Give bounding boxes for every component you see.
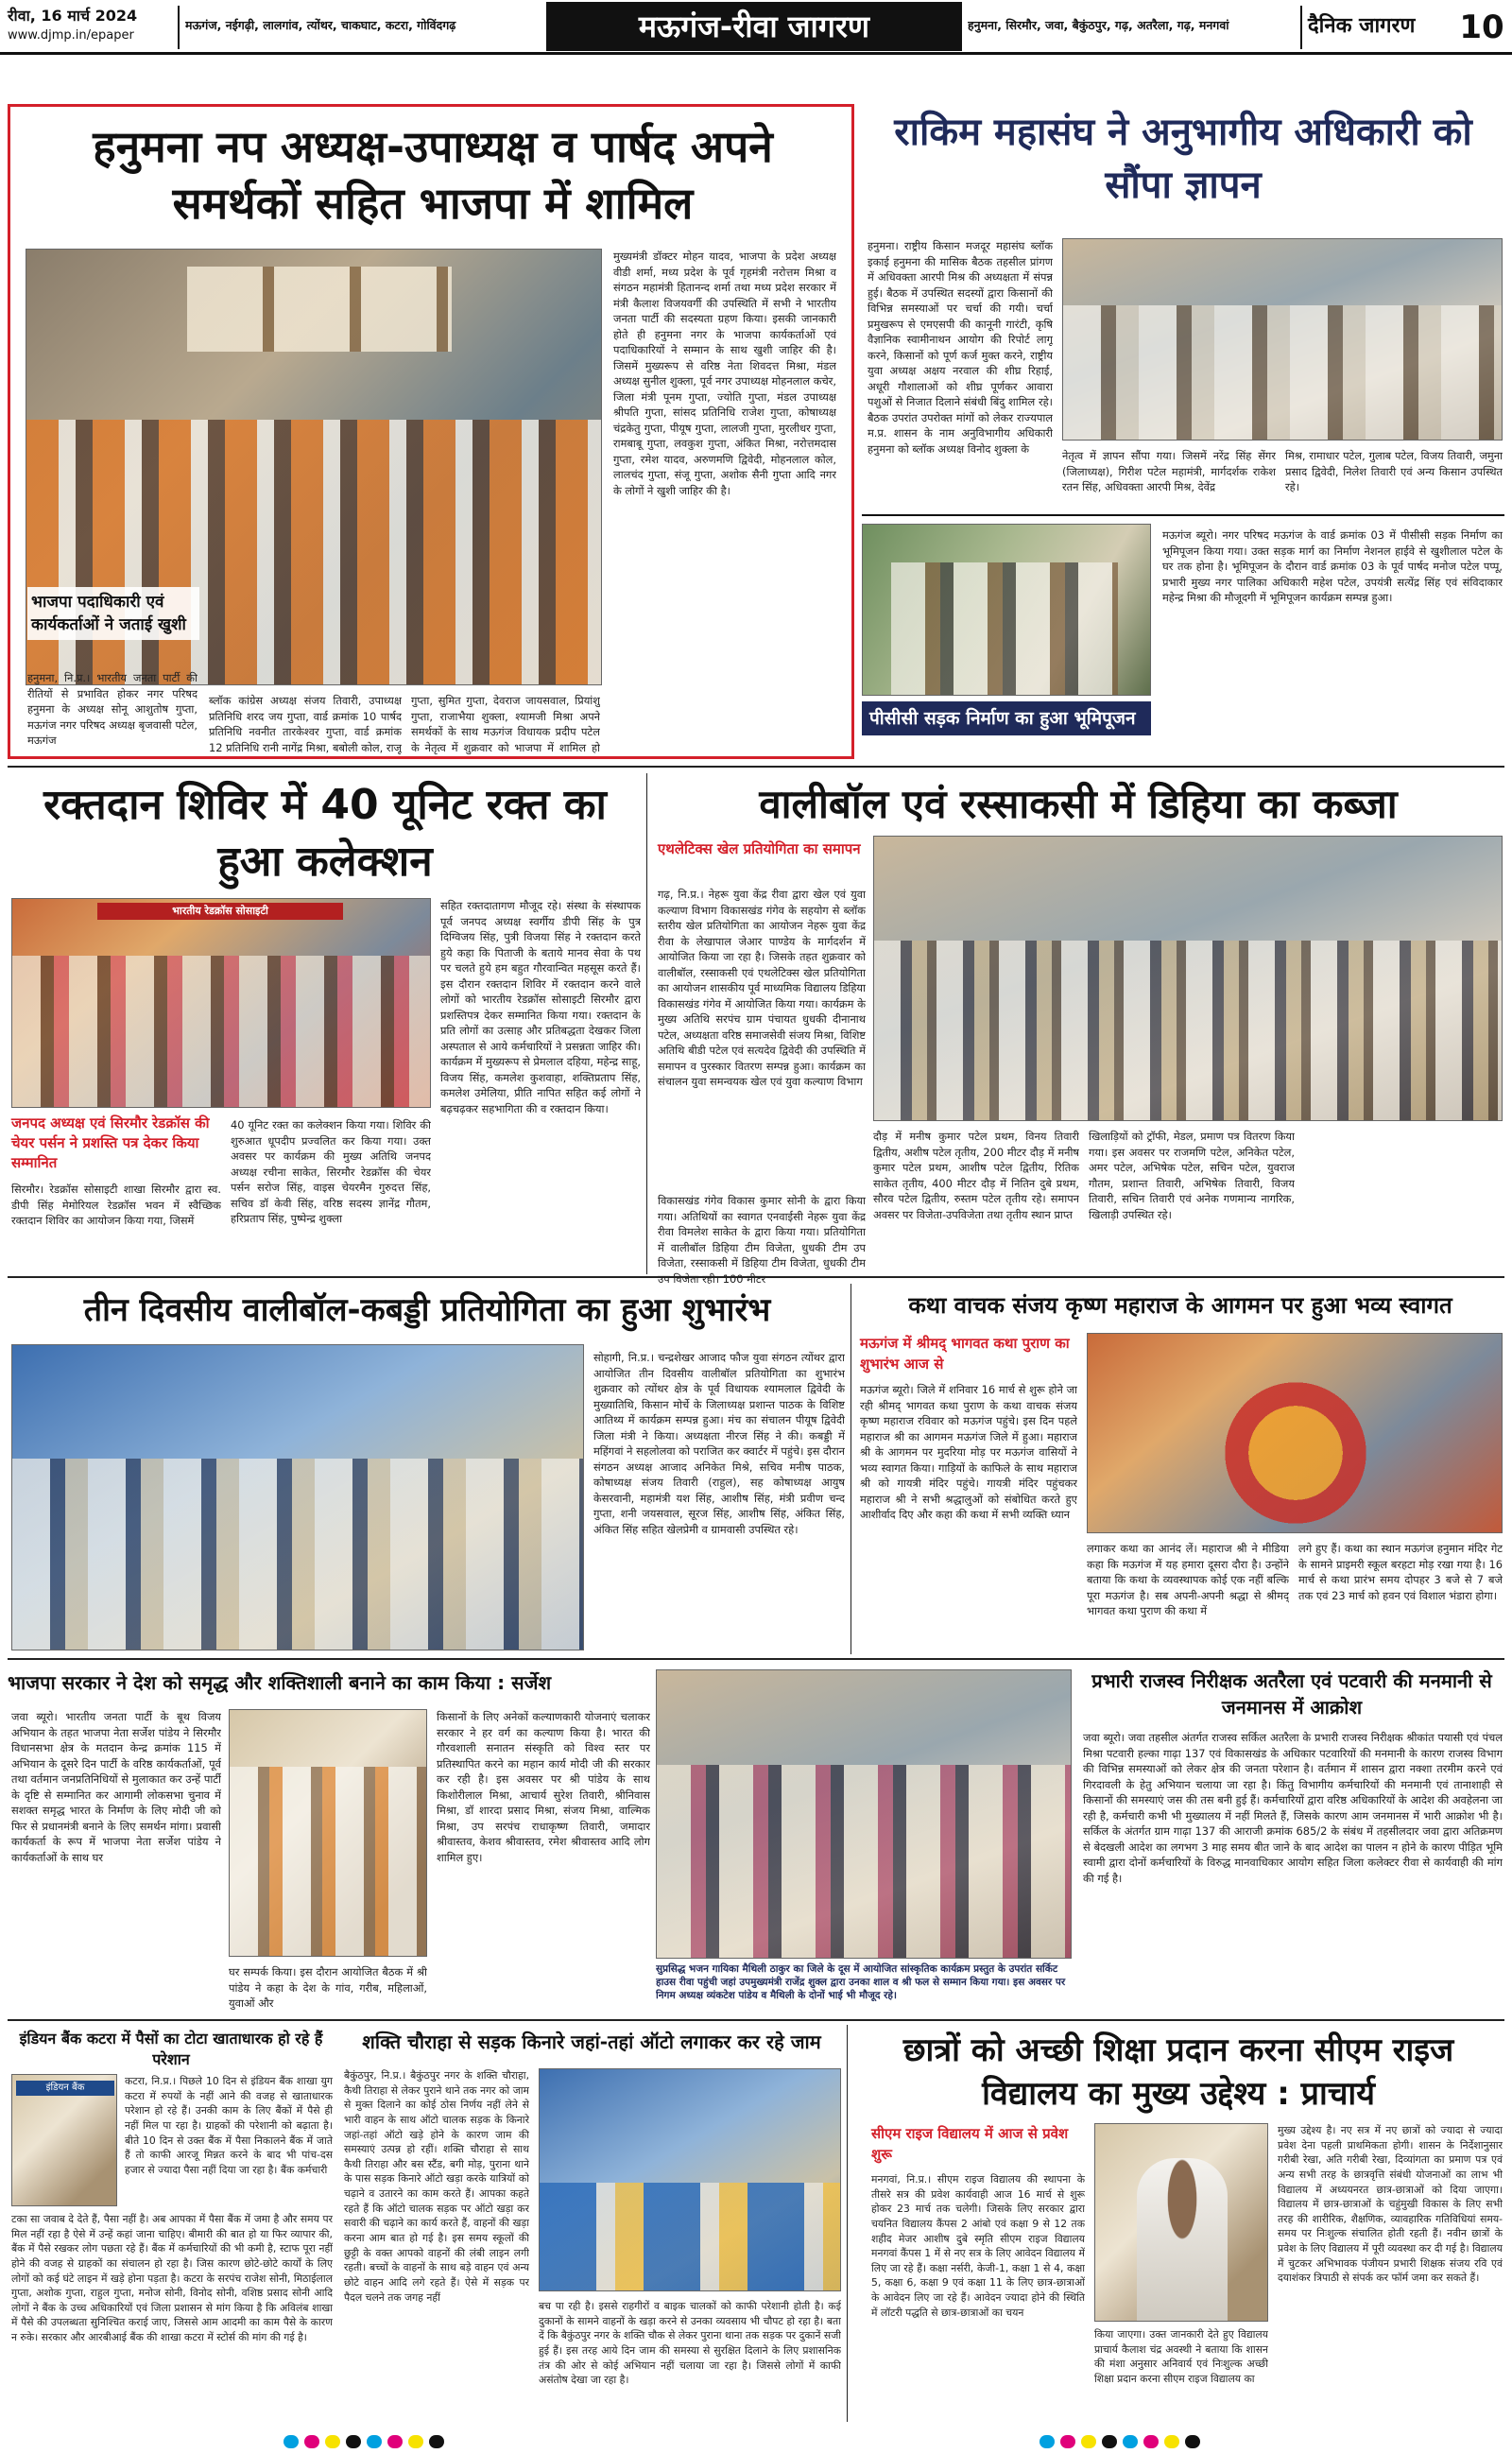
article-pcc-road [862, 514, 1504, 760]
body-col-2: टका सा जवाब दे देते हैं, पैसा नहीं है। अब आपका में पैसा बैंक में जमा है और समय पर मिल नहीं रहा है ऐसे में उन्हें कहां जाना चाहिए। बीमारी की बात हो या फिर व्यापार की, बैंक में पैसे रखकर लोग पछता रहे हैं। बैंक में कर्मचारियों की भी कमी है, स्टाफ पूरा नहीं होने की वजह से ग्राहकों का संचालन हो रहा है। जिस कारण छोटे-छोटे कार्यों के लिए लोगों को कई घंटे लाइन में खड़े होना पड़ता है। कटरा के सरपंच राजेश सोनी, मिठाईलाल गुप्ता, अशोक गुप्ता, राहुल गुप्ता, मनोज सोनी, विनोद सोनी, वशिष्ठ प्रसाद सोनी आदि लोगों ने बैंक के उच्च अधिकारियों एवं जिला प्रशासन से मांग किया है कि अविलंब शाखा में पैसे की उपलब्धता सुनिश्चित कराई जाए, जिससे आम आदमी का काम पैसे के कारण न रुके। सरकार और आरबीआई बैंक की शाखा कटरा में स्टोर्स की मांग की गई है। [11, 2213, 333, 2344]
photo-maithili-felicitation [656, 1669, 1072, 1959]
redcross-banner: भारतीय रेडक्रॉस सोसाइटी [97, 903, 343, 920]
body-col-1: जवा ब्यूरो। भारतीय जनता पार्टी के बूथ विजय अभियान के तहत भाजपा नेता सर्जेश पांडेय ने सिरमौर विधानसभा क्षेत्र के मतदान केन्द्र क्रमांक 115 में अभियान के दूसरे दिन पार्टी के वरिष्ठ कार्यकर्ताओं, पूर्व तथा वर्तमान जनप्रतिनिधियों से मुलाकात कर उन्हें पार्टी के दृष्टि से सम्मानित कर आगामी लोकसभा चुनाव में सशक्त समृद्ध भारत के निर्माण के लिए मोदी जी को फिर से प्रधानमंत्री बनाने के लिए समर्थन मांगा। प्रवासी कार्यकर्ता के रूप में भाजपा नेता सर्जेश पांडेय ने कार्यकर्ताओं के साथ घर [11, 1710, 221, 1864]
photo-maharaj-welcome [1087, 1333, 1503, 1533]
magenta-mark [304, 2435, 319, 2448]
article-auto-jam [340, 2025, 843, 2422]
article-cm-rise-school [852, 2025, 1504, 2422]
body-col-2: किया जाएगा। उक्त जानकारी देते हुए विद्यालय प्राचार्य कैलाश चंद्र अवस्थी ने बताया कि शासन की मंशा अनुसार अनिवार्य एवं निःशुल्क अच्छी शिक्षा प्रदान करना सीएम राइज विद्यालय का [1094, 2328, 1268, 2385]
body-col-2: विकासखंड गंगेव विकास कुमार सोनी के द्वारा किया गया। अतिथियों का स्वागत एनवाईसी नेहरू युवा केंद्र रीवा विमलेश साकेत के द्वारा किया गया। प्रतियोगिता में वालीबॉल डिहिया टीम विजेता, धुधकी टीम उप विजेता, रस्साकसी में डिहिया टीम विजेता, धुधकी टीम [658, 1194, 866, 1270]
photo-sarjesh-meeting [229, 1709, 427, 1957]
yellow-mark [408, 2435, 423, 2448]
photo-blood-camp [11, 898, 431, 1108]
body-col-1: मऊगंज ब्यूरो। जिले में शनिवार 16 मार्च से शुरू होने जा रही श्रीमद् भागवत कथा पुराण के कथा वाचक संजय कृष्ण महाराज रविवार को मऊगंज पहुंचे। इस दिन पहले महाराज श्री का आगमन मऊगंज जिले में हुआ। महाराज श्री के आगमन पर मुदरिया मोड़ पर मऊगंज वासियों ने भव्य स्वागत किया। गाड़ियों के काफिले के साथ महाराज श्री को गायत्री मंदिर पहुंचे। गायत्री मंदिर पहुंचकर महाराज श्री ने सभी श्रद्धालुओं को संबोधित करते हुए आशीर्वाद दिए और कहा की कथा में सभी व्यक्ति ध्यान [860, 1383, 1077, 1522]
photo-bhoomipujan [862, 524, 1151, 696]
cyan-mark [284, 2435, 299, 2448]
photo-caption: जनपद अध्यक्ष एवं सिरमौर रेडक्रॉस की चेयर पर्सन ने प्रशस्ति पत्र देकर किया सम्मानित [11, 1115, 210, 1171]
date-block [8, 6, 176, 49]
body: मऊगंज ब्यूरो। नगर परिषद मऊगंज के वार्ड क्रमांक 03 में पीसीसी सड़क निर्माण का भूमिपूजन किया गया। उक्त सड़क मार्ग का निर्माण नेशनल हाईवे से खुशीलाल पटेल के घर तक होना है। भूमिपूजन के दौरान वार्ड क्रमांक 03 के पूर्व पार्षद मनोज पटेल पप्पू, प्रभारी मुख्य नगर पालिका अधिकारी महेश पटेल, उपयंत्री सत्येंद्र सिंह एवं संविदाकार महेन्द्र मिश्रा की मौजूदगी में भूमिपूजन कार्यक्रम सम्पन्न हुआ। [1162, 528, 1503, 605]
headline: राकिम महासंघ ने अनुभागीय अधिकारी को सौंपा ज्ञापन [894, 111, 1472, 207]
people-shape [657, 1765, 1072, 1959]
headline: इंडियन बैंक कटरा में पैसों का टोटा खाताधारक हो रहे हैं परेशान [19, 2030, 323, 2068]
body-col-2: ब्लॉक कांग्रेस अध्यक्ष संजय तिवारी, उपाध्यक्ष प्रतिनिधि शरद जय गुप्ता, वार्ड क्रमांक 10 पार्षद प्रतिनिधि नवनीत तारकेश्वर गुप्ता, वार्ड क्रमांक 12 प्रतिनिधि रानी नागेंद्र मिश्रा, बबोली कोल, राजू [209, 694, 402, 754]
black-mark [346, 2435, 361, 2448]
cyan-mark [1123, 2435, 1138, 2448]
bank-signboard: इंडियन बैंक [16, 2081, 114, 2096]
photo-traffic-jam [539, 2068, 841, 2291]
body-col-1: हनुमना, नि.प्र.। भारतीय जनता पार्टी की रीतियों से प्रभावित होकर नगर परिषद हनुमना के अध्यक्ष सोनू आशुतोष गुप्ता, मऊगंज नगर परिषद अध्यक्ष बृजवासी पटेल, मऊगंज [27, 671, 198, 748]
body-col-1: बैकुंठपुर, नि.प्र.। बैकुंठपुर नगर के शक्ति चौराहा, कैथी तिराहा से लेकर पुराने थाने तक नगर को जाम से मुक्त दिलाने का कोई ठोस निर्णय नहीं लेने से भारी वाहन के साथ ऑटो चालक सड़क के किनारे जहां-तहां ऑटो खड़े होने के कारण जाम की समस्याएं उत्पन्न हो रहीं। शक्ति चौराहा से साथ कैथी तिराहा और बस स्टैंड, बगी मोड़, पुराना थाने के पास सड़क किनारे ऑटो खड़ा करके यात्रियों को चढ़ाने व उतारने का काम करते हैं। आपका कहते रहते हैं कि ऑटो चालक सड़क पर ऑटो खड़ा कर सवारी की चढ़ाने का कार्य करते हैं, वाहनों की खड़ा करना आम बात हो गई है। इस समय स्कूलों की छुट्टी के वक्त आपको वाहनों की लंबी लाइन लगी रहती। बच्चों के वाहनों के साथ बड़े वाहन एवं अन्य छोटे वाहन आदि लगे रहते हैं। ऐसे में सड़क पर पैदल चलने तक जगह नहीं [344, 2069, 529, 2304]
article-volleyball-dihiya [652, 773, 1504, 1284]
body: सोहागी, नि.प्र.। चन्द्रशेखर आजाद फौज युवा संगठन त्योंथर द्वारा आयोजित तीन दिवसीय वालीबॉल प्रतियोगिता का शुभारंभ शुक्रवार को त्योंथर क्षेत्र के पूर्व विधायक श्यामलाल द्विवेदी के मुख्यातिथि, किसान मोर्चे के जिलाध्यक्ष प्रशान्त पाठक के विशिष्ट आतिथ्य में कार्यक्रम सम्पन्न हुआ। मंच का संचालन पीयूष द्विवेदी जिला मंत्री ने किया। अध्यक्षता नीरज सिंह ने की। कबड्डी में महिंगवां ने सहलोलवा को पराजित कर क्वार्टर में पहुंचे। इस दौरान संगठन अध्यक्ष आजाद अनिकेत मिश्रे, सचिव मनीष पाठक, कोषाध्यक्ष संजय तिवारी (राहुल), सह कोषाध्यक्ष आयुष केसरवानी, महामंत्री यश सिंह, आशीष सिंह, मंत्री प्रवीण चन्द गुप्ता, शनी जयसवाल, सूरज सिंह, आशीष सिंह, अंकित सिंह, अंकित सिंह सहित खेलप्रेमी व ग्रामवासी उपस्थित रहे। [593, 1351, 845, 1536]
body-col-3: मुख्य उद्देश्य है। नए सत्र में नए छात्रों को ज्यादा से ज्यादा प्रवेश देना पहली प्राथमिकता होगी। शासन के निर्देशानुसार गरीबी रेखा, अति गरीबी रेखा, दिव्यांगता का प्रमाण पत्र एवं अन्य सभी तरह के छात्रवृत्ति संबंधी योजनाओं का लाभ भी विद्यालय में अध्ययनरत छात्र-छात्राओं को दिया जाएगा। विद्यालय में छात्र-छात्राओं के चहुंमुखी विकास के लिए सभी तरह की शारीरिक, शैक्षणिक, व्यावहारिक गतिविधियां समय-समय पर निःशुल्क संचालित होती रहती हैं। नवीन छात्रों के प्रवेश के लिए विद्यालय में पूरी व्यवस्था कर दी गई है। विद्यालय में चुटकर अभिभावक पंजीयन प्रभारी शिक्षक संजय रवि एवं दयाशंकर त्रिपाठी से संपर्क कर फॉर्म जमा कर सकते हैं। [1278, 2124, 1503, 2285]
headline: शक्ति चौराहा से सड़क किनारे जहां-तहां ऑटो लगाकर कर रहे जाम [362, 2031, 821, 2053]
yellow-mark [325, 2435, 340, 2448]
headline: पीसीसी सड़क निर्माण का हुआ भूमिपूजन [862, 701, 1151, 735]
body-col-1: गढ़, नि.प्र.। नेहरू युवा केंद्र रीवा द्वारा खेल एवं युवा कल्याण विभाग विकासखंड गंगेव के सहयोग से ब्लॉक स्तरीय खेल प्रतियोगिता का आयोजन नेहरू युवा केंद्र रीवा के लेखापाल जेआर पाण्डेय के मार्गदर्शन में आयोजित किया जा रहा है। जिसके तहत शुक्रवार को वालीबॉल, रस्साकसी एवं एथलेटिक्स खेल प्रतियोगिता का आयोजन शासकीय पूर्व माध्यमिक विद्यालय डिहिया विकासखंड गंगेव में आयोजित किया गया। कार्यक्रम के मुख्य अतिथि सरपंच ग्राम पंचायत धुधकी दीनानाथ पटेल, अध्यक्षता वरिष्ठ समाजसेवी संजय मिश्रा, विशिष्ट अतिथि बीडी पटेल एवं सत्यदेव द्विवेदी की उपस्थिति में समापन व पुरस्कार वितरण सम्पन्न हुआ। कार्यक्रम का संचालन युवा समन्वयक खेल एवं युवा कल्याण विभाग [658, 888, 866, 1089]
body-col-1: मनगवां, नि.प्र.। सीएम राइज विद्यालय की स्थापना के तीसरे सत्र की प्रवेश कार्यवाही आज 16 मार्च से शुरू होकर 23 मार्च तक चलेगी। जिसके लिए सरकार द्वारा चयनित विद्यालय कैंपस 2 आंबो एवं कक्षा 9 से 12 तक शहीद मेजर आशीष दुबे स्मृति सीएम राइज विद्यालय मनगवां कैंपस 1 में से नए सत्र के लिए आवेदन विद्यालय में लिए जा रहे हैं। कक्षा नर्सरी, केजी-1, कक्षा 1 से 4, कक्षा 5, कक्षा 6, कक्षा 9 एवं कक्षा 11 के लिए छात्र-छात्राओं के आवेदन लिए जा रहे हैं। आवेदन ज्यादा होने की स्थिति में लॉटरी पद्धति से छात्र-छात्राओं का चयन [871, 2173, 1085, 2319]
headline: तीन दिवसीय वालीबॉल-कबड्डी प्रतियोगिता का हुआ शुभारंभ [83, 1291, 771, 1329]
epaper-site[interactable]: www.djmp.in/epaper [8, 28, 134, 43]
magenta-mark [1143, 2435, 1159, 2448]
article-bjp-sarjesh [8, 1664, 652, 2017]
body-col-1: सिरमौर। रेडक्रॉस सोसाइटी शाखा सिरमौर द्वारा स्व. डीपी सिंह मेमोरियल रेडक्रॉस भवन में स्वैच्छिक रक्तदान शिविर का आयोजन किया गया, जिसमें [11, 1183, 221, 1228]
registration-marks [1040, 2435, 1206, 2448]
column-divider [646, 773, 647, 1274]
body-col-2: 40 यूनिट रक्त का कलेक्शन किया गया। शिविर की शुरुआत धूपदीप प्रज्वलित कर किया गया। उक्त अवसर पर कार्यक्रम की मुख्य अतिथि जनपद अध्यक्ष रचीना साकेत, सिरमौर रेडक्रॉस की चेयर पर्सन सरोज सिंह, वाइस चेयरमैन गुरुदत्त सिंह, सचिव डॉ केवी सिंह, वरिष्ठ सदस्य ज्ञानेंद्र गौतम, हरिप्रताप सिंह, पुष्पेन्द्र शुक्ला [231, 1118, 431, 1226]
body-col-3: सहित रक्तदातागण मौजूद रहे। संस्था के संस्थापक पूर्व जनपद अध्यक्ष स्वर्गीय डीपी सिंह के पुत्र दिग्विजय सिंह, पुत्री विजया सिंह ने रक्तदान करते हुये कहा कि पिताजी के बताये मानव सेवा के पथ पर चलते हुये हम बहुत गौरवान्वित महसूस करते हैं। इस दौरान रक्तदान शिविर में रक्तदान करने वाले लोगों को भारतीय रेडक्रॉस सोसाइटी सिरमौर द्वारा प्रशस्तिपत्र देकर सम्मानित किया गया। रक्तदान के प्रति लोगों का उत्साह और प्रतिबद्धता देखकर जिला अस्पताल से आये कर्मचारियों ने प्रसन्नता जाहिर की। कार्यक्रम में मुख्यरूप से प्रेमलाल दहिया, महेन्द्र साहू, विजय सिंह, कमलेश कुशवाहा, शक्तिप्रताप सिंह, कमलेश उमेलिया, प्रीति नापित सहित कई लोगों ने बढ़चढ़कर सहभागिता की व रक्तदान किया। [440, 899, 641, 1115]
crowd-shape [26, 420, 602, 685]
article-rakim-memorandum [862, 106, 1504, 509]
article-blood-donation [8, 773, 643, 1284]
kicker: सीएम राइज विद्यालय में आज से प्रवेश शुरू [871, 2125, 1069, 2163]
headline: छात्रों को अच्छी शिक्षा प्रदान करना सीएम राइज विद्यालय का मुख्य उद्देश्य : प्राचार्य [902, 2031, 1454, 2113]
body-col-2: बच पा रही है। इससे राहगीरों व बाइक चालकों को काफी परेशानी होती है। कई दुकानों के सामने वाहनों के खड़ा करने से उनका व्यवसाय भी चौपट हो रहा है। बता दें कि बैकुंठपुर नगर के शक्ति चौक से लेकर पुराना थाना तक सड़क पर दुकानें सजी हुई हैं। इस तरह आये दिन जाम की समस्या से सुरक्षित दिलाने के लिए प्रशासनिक तंत्र की ओर से कोई अभियान नहीं चलाया जा रहा है। जिससे लोगों में काफी असंतोष देखा जा रहा है। [539, 2300, 841, 2387]
left-towns: मऊगंज, नईगढ़ी, लालगांव, त्योंथर, चाकघाट, कटरा, गोविंदगढ़ [185, 18, 456, 32]
body-col-1: कटरा, नि.प्र.। पिछले 10 दिन से इंडियन बैंक शाखा युग कटरा में रुपयों के नहीं आने की वजह से खाताधारक परेशान हो रहे हैं। उनकी काम के लिए बैंकों में पैसे ही नहीं मिल पा रहा है। ग्राहकों की परेशानी को बढ़ाता है। बीते 10 दिन से उक्त बैंक में पैसा निकालने बैंक में जाते हैं तो काफी आरजू मिन्नत करने के बाद भी पांच-दस हजार से ज्यादा पैसा नहीं दिया जा रहा है। बैंक कर्मचारी [125, 2075, 333, 2176]
page-number: 10 [1459, 9, 1504, 46]
kicker: एथलेटिक्स खेल प्रतियोगिता का समापन [658, 840, 861, 857]
headline: भाजपा सरकार ने देश को समृद्ध और शक्तिशाली बनाने का काम किया : सर्जेश [8, 1671, 552, 1694]
black-mark [1102, 2435, 1117, 2448]
magenta-mark [387, 2435, 403, 2448]
page-header [0, 0, 1512, 55]
article-revenue-inspector [1079, 1664, 1504, 2017]
registration-marks [284, 2435, 450, 2448]
header-divider [178, 6, 180, 49]
body-col-4: मुख्यमंत्री डॉक्टर मोहन यादव, भाजपा के प्रदेश अध्यक्ष वीडी शर्मा, मध्य प्रदेश के पूर्व गृहमंत्री नरोत्तम मिश्रा व संगठन महामंत्री हितानन्द शर्मा तथा मध्य प्रदेश सरकार में मंत्री कैलाश विजयवर्गी की उपस्थिति में सभी ने भारतीय जनता पार्टी की सदस्यता ग्रहण किया। इसकी जानकारी होते ही हनुमना नगर के भाजपा कार्यकर्ताओं एवं पदाधिकारियों ने सम्मान के साथ खुशी जाहिर की है। जिसमें मुख्यरूप से वरिष्ठ नेता शिवदत्त मिश्रा, मंडल अध्यक्ष सुनील शुक्ला, पूर्व नगर उपाध्यक्ष मोहनलाल कचेर, जिला मंत्री पूनम गुप्ता, ज्योति गुप्ता, मंडल उपाध्यक्ष श्रीपति गुप्ता, सांसद प्रतिनिधि राजेश गुप्ता, कोषाध्यक्ष चंद्रकेतु गुप्ता, पीयूष गुप्ता, लालजी गुप्ता, मुरलीधर गुप्ता, रामबाबू गुप्ता, लवकुश गुप्ता, अंकित मिश्रा, नरोत्तमदास गुप्ता, रमेश यादव, अरुणमणि द्विवेदी, मोहनलाल कोल, लालचंद गुप्ता, संजू गुप्ता, अशोक सैनी गुप्ता आदि नगर के लोगों ने खुशी जाहिर की है। [613, 250, 836, 497]
cyan-mark [367, 2435, 382, 2448]
column-divider [850, 1284, 851, 1654]
people-shape [12, 1459, 584, 1650]
black-mark [1185, 2435, 1200, 2448]
section-divider [8, 1658, 1504, 1660]
headline: प्रभारी राजस्व निरीक्षक अतरैला एवं पटवारी की मनमानी से जनमानस में आक्रोश [1091, 1669, 1492, 1719]
yellow-mark [1081, 2435, 1096, 2448]
right-towns: हनुमना, सिरमौर, जवा, बैकुंठपुर, गढ़, अतरैला, गढ़, मनगवां [968, 18, 1229, 32]
photo-bank-front [11, 2074, 117, 2206]
yellow-mark [1164, 2435, 1179, 2448]
garland-shape [1211, 1372, 1381, 1533]
people-shape [1063, 305, 1503, 441]
players-shape [874, 941, 1503, 1121]
body-col-3: दौड़ में मनीष कुमार पटेल प्रथम, विनय तिवारी द्वितीय, अशीष पटेल तृतीय, 200 मीटर दौड़ में मनीष कुमार पटेल प्रथम, आशीष पटेल द्वितीय, रितिक साकेत तृतीय, 400 मीटर दौड़ में नितिन दुबे प्रथम, सौरव पटेल द्वितीय, रुस्तम पटेल तृतीय रहे। समापन अवसर पर विजेता-उपविजेता तथा तृतीय स्थान प्राप्त [873, 1130, 1079, 1221]
portrait-frames [187, 267, 452, 352]
portrait-shape [1137, 2158, 1228, 2322]
body: जवा ब्यूरो। जवा तहसील अंतर्गत राजस्व सर्किल अतरैला के प्रभारी राजस्व निरीक्षक श्रीकांत पयासी एवं पंचल मिश्रा पटवारी हल्का गाढ़ा 137 एवं विकासखंड के अधिकार पटवारियों की मनमानी के कारण राजस्व विभाग की विभिन्न समस्याओं को लेकर क्षेत्र की जनता परेशान है। वर्तमान में शासन द्वारा नक्शा तरमीम करने एवं गिरदावली के हेतु अभियान चलाया जा रहा है। किंतु विभागीय कर्मचारियों की मनमानी एवं तानाशाही से किसानों की समस्याएं जस की तस बनी हुई हैं। कर्मचारियों द्वारा वरिष्ठ अधिकारियों के आदेश की अवहेलना जा रही है, कर्मचारी कभी भी मुख्यालय में नहीं मिलते हैं, जिसके कारण आम जनमानस में भारी आक्रोश भी है। सर्किल के अंतर्गत ग्राम गाढ़ा 137 की आराजी क्रमांक 685/2 के संबंध में तहसीलदार जवा द्वारा अतिक्रमण से बेदखली आदेश का लगभग 3 माह समय बीत जाने के बाद आदेश का पालन न होने के कारण पीड़ित भूमि स्वामी द्वारा दोनों कर्मचारियों के विरुद्ध मानवाधिकार आयोग सहित जिला कलेक्टर रीवा से कार्यवाही की मांग की गई है। [1083, 1731, 1503, 1885]
cyan-mark [1040, 2435, 1055, 2448]
photo-handshake [11, 1344, 584, 1650]
vehicles-shape [540, 2183, 841, 2291]
headline: हनुमना नप अध्यक्ष-उपाध्यक्ष व पार्षद अपने समर्थकों सहित भाजपा में शामिल [93, 121, 773, 229]
masthead-title: मऊगंज-रीवा जागरण [546, 2, 962, 51]
article-indian-bank [8, 2025, 335, 2422]
brand-name: दैनिक जागरण [1308, 14, 1416, 38]
photo-caption: सुप्रसिद्ध भजन गायिका मैथिली ठाकुर का जिले के दूस में आयोजित सांस्कृतिक कार्यक्रम प्रस्तुत के उपरांत सर्किट हाउस रीवा पहुंची जहां उपमुख्यमंत्री राजेंद्र शुक्ल द्वारा उनका शाल व श्री फल से सम्मान किया गया। इस अवसर पर निगम अध्यक्ष व्यंकटेश पांडेय व मैथिली के दोनों भाई भी मौजूद रहे। [656, 1963, 1066, 2001]
body-col-4: खिलाड़ियों को ट्रॉफी, मेडल, प्रमाण पत्र वितरण किया गया। इस अवसर पर राजमणि पटेल, अनिकेत पटेल, अमर पटेल, अभिषेक पटेल, सचिन पटेल, युवराज गौतम, प्रशान्त तिवारी, अभिषेक तिवारी, विजय तिवारी, सचिन तिवारी एवं अनेक गणमान्य नागरिक, खिलाड़ी उपस्थित रहे। [1089, 1130, 1295, 1221]
body-col-3: मिश्र, रामाधार पटेल, गुलाब पटेल, विजय तिवारी, जमुना प्रसाद द्विवेदी, निलेश तिवारी एवं अन्य किसान उपस्थित रहे। [1285, 449, 1503, 494]
body-col-2: लगाकर कथा का आनंद लें। महाराज श्री ने मीडिया कहा कि मऊगंज में यह हमारा दूसरा दौरा है। उन्होंने बताया कि कथा के व्यवस्थापक कोई एक नहीं बल्कि पूरा मऊगंज है। सब अपनी-अपनी श्रद्धा से श्रीमद् भागवत कथा पुराण की कथा में [1087, 1542, 1289, 1618]
article-bjp-joining [8, 104, 854, 759]
photo-caption: भाजपा पदाधिकारी एवं कार्यकर्ताओं ने जताई खुशी [27, 587, 199, 640]
photo-principal [1094, 2123, 1268, 2322]
column-divider [847, 2025, 848, 2422]
body-col-3: गुप्ता, सुमित गुप्ता, देवराज जायसवाल, प्रियांशु गुप्ता, राजाभैया शुक्ला, श्यामजी मिश्रा अपने समर्थकों के साथ मऊगंज विधायक प्रदीप पटेल के नेतृत्व में शुक्रवार को भाजपा में शामिल हो [411, 694, 600, 754]
photo-memorandum [1062, 238, 1503, 441]
body-col-1: हनुमना। राष्ट्रीय किसान मजदूर महासंघ ब्लॉक इकाई हनुमना की मासिक बैठक तहसील प्रांगण में अधिवक्ता आरपी मिश्र की अध्यक्षता में संपन्न हुई। बैठक में उपस्थित सदस्यों द्वारा किसानों की विभिन्न समस्याओं पर चर्चा की गयी। चर्चा प्रमुखरूप से एमएसपी की कानूनी गारंटी, कृषि वैज्ञानिक स्वामीनाथन आयोग की रिपोर्ट लागू करने, किसानों को पूर्ण कर्ज मुक्त करने, राष्ट्रीय युवा अध्यक्ष अक्षय नरवाल की शीघ्र रिहाई, अधूरी गौशालाओं को शीघ्र पूर्णकर आवारा पशुओं से निजात दिलाने संबंधी बिंदु शामिल रहे। बैठक उपरांत उपरोक्त मांगों को लेकर राज्यपाल म.प्र. शासन के नाम अनुविभागीय अधिकारी हनुमना को ब्लॉक अध्यक्ष विनोद शुक्ला के [868, 239, 1053, 456]
article-three-day-tournament [8, 1284, 847, 1654]
body-col-3: किसानों के लिए अनेकों कल्याणकारी योजनाएं चलाकर सरकार ने हर वर्ग का कल्याण किया है। भारत की गौरवशाली सनातन संस्कृति को विश्व स्तर पर प्रतिस्थापित करने का महान कार्य मोदी जी की सरकार कर रही है। इस अवसर पर श्री पांडेय के साथ किशोरीलाल मिश्रा, आचार्य सुरेश तिवारी, श्रीनिवास मिश्रा, डॉ शारदा प्रसाद मिश्रा, संजय मिश्रा, वाल्मिक मिश्रा, उप सरपंच राधाकृष्ण तिवारी, जमादार श्रीवास्तव, केशव श्रीवास्तव, रमेश श्रीवास्तव आदि लोग शामिल हुए। [437, 1710, 650, 1864]
header-divider [1300, 6, 1302, 49]
body-col-3: लगे हुए हैं। कथा का स्थान मऊगंज हनुमान मंदिर गेट के सामने प्राइमरी स्कूल बरहटा मोड़ रखा गया है। 16 मार्च से कथा प्रारंभ समय दोपहर 3 बजे से 7 बजे तक एवं 23 मार्च को हवन एवं विशाल भंडारा होगा। [1298, 1542, 1503, 1602]
kicker: मऊगंज में श्रीमद् भागवत कथा पुराण का शुभारंभ आज से [860, 1335, 1070, 1373]
body-col-2: नेतृत्व में ज्ञापन सौंपा गया। जिसमें नरेंद्र सिंह सेंगर (जिलाध्यक्ष), गिरीश पटेल महामंत्री, मार्गदर्शक राकेश रतन सिंह, अधिवक्ता आरपी मिश्र, देवेंद्र [1062, 449, 1276, 494]
section-divider [8, 1276, 1504, 1278]
issue-date: रीवा, 16 मार्च 2024 [8, 7, 138, 25]
photo-sports-winners [873, 836, 1503, 1121]
section-divider [8, 766, 1504, 768]
black-mark [429, 2435, 444, 2448]
article-katha-welcome [856, 1284, 1504, 1654]
people-shape [12, 956, 431, 1108]
headline: कथा वाचक संजय कृष्ण महाराज के आगमन पर हुआ भव्य स्वागत [908, 1292, 1452, 1319]
people-shape [891, 562, 1118, 696]
people-shape [230, 1767, 427, 1957]
magenta-mark [1060, 2435, 1075, 2448]
body-col-2: घर सम्पर्क किया। इस दौरान आयोजित बैठक में श्री पांडेय ने कहा के देश के गांव, गरीब, महिलाओं, युवाओं और [229, 1965, 427, 2011]
section-divider [8, 2019, 1504, 2021]
article-maithili-photo [656, 1664, 1072, 2017]
headline: वालीबॉल एवं रस्साकसी में डिहिया का कब्जा [759, 781, 1398, 827]
headline: रक्तदान शिविर में 40 यूनिट रक्त का हुआ कलेक्शन [43, 781, 607, 886]
